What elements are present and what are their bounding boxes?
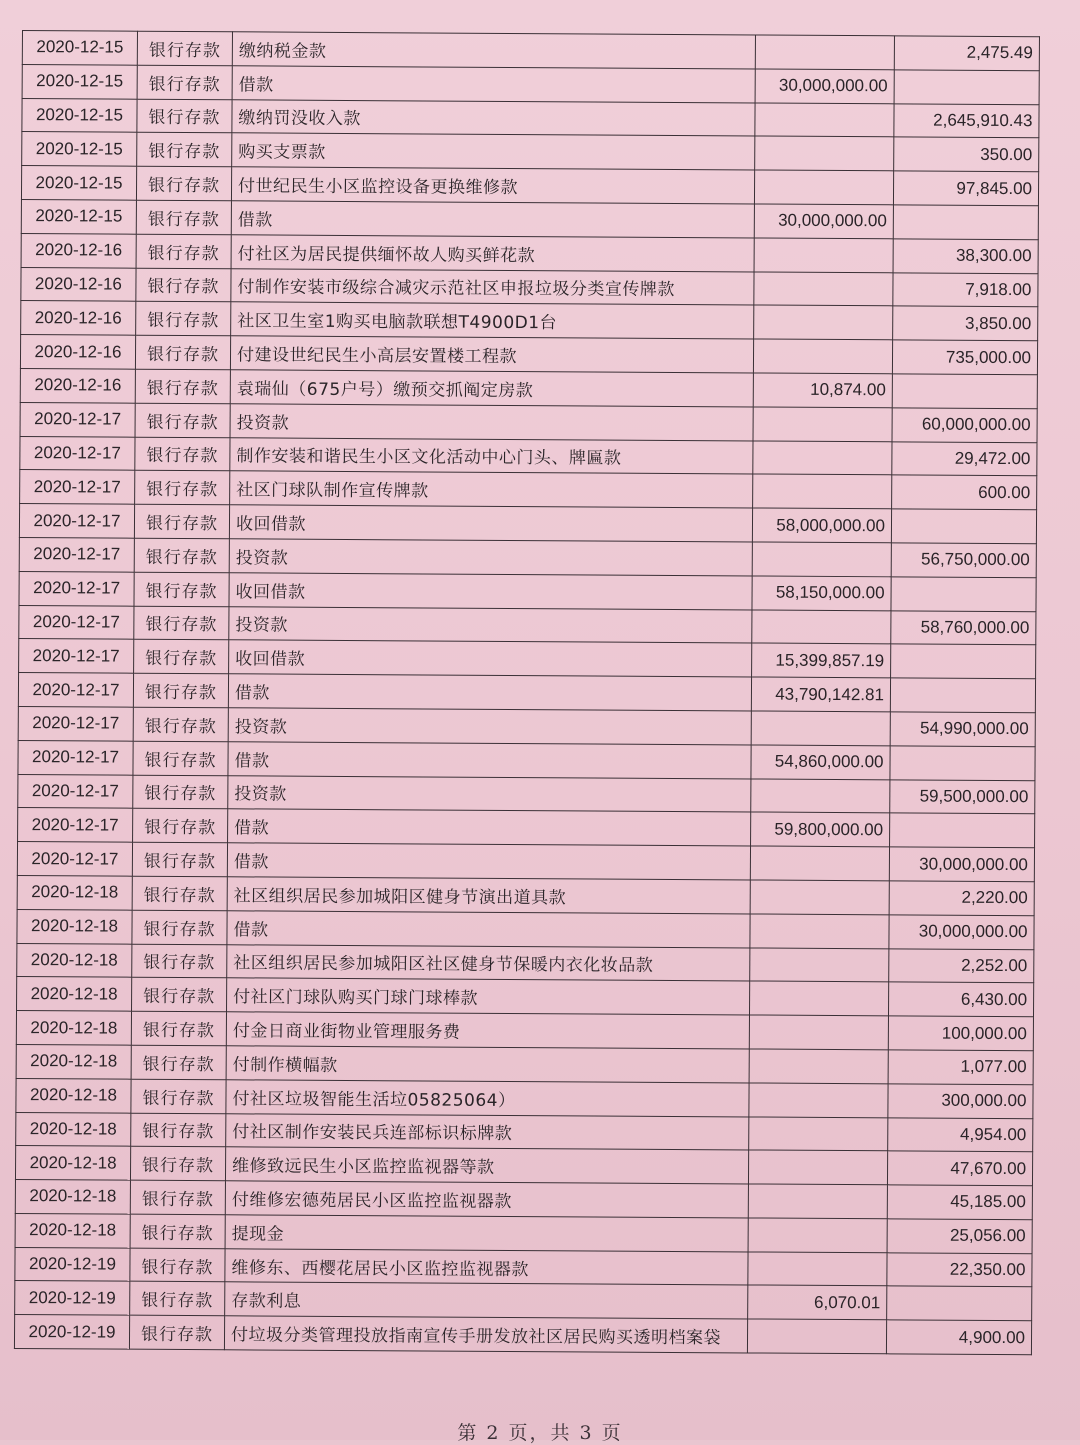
ledger-body — [14, 31, 1039, 1355]
debit-amount: 6,070.01 — [748, 1285, 887, 1320]
credit-amount: 47,670.00 — [887, 1151, 1032, 1186]
entry-description: 借款 — [228, 742, 751, 779]
entry-description: 投资款 — [228, 775, 751, 812]
account-name: 银行存款 — [131, 1045, 226, 1079]
entry-description: 借款 — [232, 66, 755, 103]
entry-date: 2020-12-19 — [15, 1281, 130, 1315]
credit-amount: 58,760,000.00 — [891, 610, 1036, 645]
account-name: 银行存款 — [132, 944, 227, 978]
credit-amount: 97,845.00 — [893, 171, 1038, 206]
entry-date: 2020-12-15 — [22, 98, 137, 132]
debit-amount — [752, 610, 891, 645]
account-name: 银行存款 — [136, 200, 231, 234]
entry-date: 2020-12-16 — [20, 335, 135, 369]
entry-description: 缴纳罚没收入款 — [232, 99, 755, 136]
account-name: 银行存款 — [132, 842, 227, 876]
entry-date: 2020-12-17 — [19, 605, 134, 639]
debit-amount: 30,000,000.00 — [754, 204, 893, 239]
account-name: 银行存款 — [135, 437, 230, 471]
credit-amount: 4,900.00 — [886, 1320, 1031, 1355]
entry-date: 2020-12-16 — [21, 301, 136, 335]
credit-amount — [890, 678, 1035, 713]
debit-amount — [750, 880, 889, 915]
debit-amount — [747, 1319, 886, 1354]
debit-amount — [749, 1049, 888, 1084]
credit-amount — [893, 205, 1038, 240]
credit-amount: 6,430.00 — [888, 982, 1033, 1017]
entry-description: 购买支票款 — [232, 133, 755, 170]
credit-amount: 30,000,000.00 — [889, 915, 1034, 950]
entry-description: 收回借款 — [229, 573, 752, 610]
credit-amount: 7,918.00 — [893, 272, 1038, 307]
entry-description: 收回借款 — [229, 505, 752, 542]
entry-description: 投资款 — [229, 539, 752, 576]
entry-description: 缴纳税金款 — [232, 32, 755, 69]
entry-date: 2020-12-15 — [22, 132, 137, 166]
credit-amount: 1,077.00 — [888, 1050, 1033, 1085]
account-name: 银行存款 — [134, 640, 229, 674]
entry-description: 投资款 — [230, 404, 753, 441]
entry-date: 2020-12-18 — [16, 1112, 131, 1146]
credit-amount: 29,472.00 — [892, 441, 1037, 476]
debit-amount — [748, 1218, 887, 1253]
entry-date: 2020-12-17 — [20, 402, 135, 436]
account-name: 银行存款 — [132, 978, 227, 1012]
debit-amount: 58,150,000.00 — [752, 576, 891, 611]
entry-date: 2020-12-16 — [21, 267, 136, 301]
table-row — [14, 1315, 1031, 1355]
account-name: 银行存款 — [136, 166, 231, 200]
credit-amount: 600.00 — [892, 475, 1037, 510]
account-name: 银行存款 — [133, 741, 228, 775]
account-name: 银行存款 — [133, 673, 228, 707]
credit-amount — [890, 746, 1035, 781]
debit-amount: 54,860,000.00 — [751, 745, 890, 780]
entry-date: 2020-12-15 — [21, 199, 136, 233]
entry-date: 2020-12-15 — [21, 166, 136, 200]
account-name: 银行存款 — [131, 1113, 226, 1147]
entry-description: 提现金 — [225, 1215, 748, 1252]
credit-amount: 60,000,000.00 — [892, 408, 1037, 443]
entry-date: 2020-12-17 — [20, 470, 135, 504]
debit-amount: 43,790,142.81 — [751, 677, 890, 712]
entry-description: 付社区门球队购买门球门球棒款 — [227, 978, 750, 1015]
entry-date: 2020-12-17 — [18, 808, 133, 842]
debit-amount: 59,800,000.00 — [751, 812, 890, 847]
credit-amount: 56,750,000.00 — [891, 543, 1036, 578]
debit-amount — [748, 1184, 887, 1219]
entry-description: 社区门球队制作宣传牌款 — [230, 471, 753, 508]
account-name: 银行存款 — [137, 65, 232, 99]
debit-amount — [751, 711, 890, 746]
debit-amount — [754, 272, 893, 307]
credit-amount: 2,645,910.43 — [894, 103, 1039, 138]
credit-amount — [892, 374, 1037, 409]
debit-amount — [750, 947, 889, 982]
debit-amount — [750, 846, 889, 881]
entry-date: 2020-12-17 — [17, 842, 132, 876]
debit-amount — [750, 914, 889, 949]
entry-description: 维修东、西樱花居民小区监控监视器款 — [225, 1248, 748, 1285]
entry-date: 2020-12-18 — [17, 909, 132, 943]
account-name: 银行存款 — [130, 1146, 225, 1180]
entry-date: 2020-12-17 — [18, 706, 133, 740]
account-name: 银行存款 — [132, 910, 227, 944]
entry-date: 2020-12-18 — [15, 1213, 130, 1247]
debit-amount — [751, 778, 890, 813]
debit-amount — [753, 441, 892, 476]
entry-date: 2020-12-19 — [14, 1315, 129, 1349]
entry-description: 借款 — [231, 201, 754, 238]
account-name: 银行存款 — [130, 1282, 225, 1316]
credit-amount: 2,475.49 — [894, 36, 1039, 71]
account-name: 银行存款 — [133, 809, 228, 843]
debit-amount: 15,399,857.19 — [752, 643, 891, 678]
account-name: 银行存款 — [135, 335, 230, 369]
entry-date: 2020-12-16 — [20, 368, 135, 402]
debit-amount — [749, 1116, 888, 1151]
entry-date: 2020-12-17 — [19, 639, 134, 673]
entry-description: 付社区制作安装民兵连部标识标牌款 — [226, 1113, 749, 1150]
entry-date: 2020-12-17 — [19, 537, 134, 571]
entry-date: 2020-12-17 — [18, 673, 133, 707]
debit-amount — [755, 103, 894, 138]
debit-amount — [755, 136, 894, 171]
credit-amount: 45,185.00 — [887, 1185, 1032, 1220]
entry-date: 2020-12-15 — [22, 64, 137, 98]
entry-description: 付维修宏德苑居民小区监控监视器款 — [225, 1181, 748, 1218]
account-name: 银行存款 — [135, 369, 230, 403]
entry-description: 借款 — [227, 910, 750, 947]
entry-description: 付金日商业街物业管理服务费 — [226, 1012, 749, 1049]
entry-date: 2020-12-18 — [15, 1146, 130, 1180]
credit-amount: 59,500,000.00 — [890, 779, 1035, 814]
credit-amount — [891, 577, 1036, 612]
entry-date: 2020-12-18 — [16, 1044, 131, 1078]
account-name: 银行存款 — [132, 876, 227, 910]
credit-amount: 30,000,000.00 — [889, 847, 1034, 882]
entry-date: 2020-12-17 — [19, 571, 134, 605]
account-name: 银行存款 — [134, 572, 229, 606]
debit-amount — [749, 981, 888, 1016]
debit-amount — [749, 1083, 888, 1118]
account-name: 银行存款 — [130, 1248, 225, 1282]
account-name: 银行存款 — [137, 31, 232, 65]
debit-amount — [753, 339, 892, 374]
entry-description: 借款 — [228, 809, 751, 846]
entry-description: 付建设世纪民生小高层安置楼工程款 — [230, 336, 753, 373]
entry-description: 收回借款 — [229, 640, 752, 677]
debit-amount — [748, 1252, 887, 1287]
entry-date: 2020-12-18 — [17, 943, 132, 977]
entry-description: 社区卫生室1购买电脑款联想T4900D1台 — [231, 302, 754, 339]
entry-description: 付制作安装市级综合减灾示范社区申报垃圾分类宣传牌款 — [231, 268, 754, 305]
entry-description: 付世纪民生小区监控设备更换维修款 — [231, 167, 754, 204]
entry-date: 2020-12-18 — [17, 977, 132, 1011]
credit-amount: 3,850.00 — [893, 306, 1038, 341]
account-name: 银行存款 — [136, 234, 231, 268]
entry-description: 借款 — [227, 843, 750, 880]
entry-description: 付社区为居民提供缅怀故人购买鲜花款 — [231, 235, 754, 272]
account-name: 银行存款 — [134, 606, 229, 640]
credit-amount: 735,000.00 — [892, 340, 1037, 375]
credit-amount — [887, 1286, 1032, 1321]
entry-description: 借款 — [228, 674, 751, 711]
debit-amount — [748, 1150, 887, 1185]
account-name: 银行存款 — [130, 1180, 225, 1214]
debit-amount — [754, 170, 893, 205]
entry-date: 2020-12-18 — [16, 1078, 131, 1112]
page-number-footer: 第 2 页，共 3 页 — [457, 1422, 623, 1444]
credit-amount — [891, 644, 1036, 679]
entry-description: 维修致远民生小区监控监视器等款 — [225, 1147, 748, 1184]
credit-amount: 300,000.00 — [888, 1084, 1033, 1119]
debit-amount — [754, 305, 893, 340]
account-name: 银行存款 — [135, 403, 230, 437]
entry-description: 付社区垃圾智能生活垃05825064） — [226, 1079, 749, 1116]
credit-amount: 100,000.00 — [888, 1016, 1033, 1051]
entry-date: 2020-12-18 — [15, 1180, 130, 1214]
account-name: 银行存款 — [137, 99, 232, 133]
entry-description: 投资款 — [228, 708, 751, 745]
credit-amount: 22,350.00 — [887, 1252, 1032, 1287]
credit-amount: 2,220.00 — [889, 881, 1034, 916]
ledger-table — [14, 30, 1040, 1355]
debit-amount — [753, 474, 892, 509]
entry-date: 2020-12-17 — [20, 436, 135, 470]
debit-amount — [752, 542, 891, 577]
credit-amount: 38,300.00 — [893, 239, 1038, 274]
entry-description: 社区组织居民参加城阳区社区健身节保暖内衣化妆品款 — [227, 944, 750, 981]
debit-amount — [749, 1015, 888, 1050]
entry-date: 2020-12-17 — [18, 740, 133, 774]
credit-amount — [891, 509, 1036, 544]
debit-amount: 58,000,000.00 — [752, 508, 891, 543]
entry-date: 2020-12-15 — [22, 31, 137, 65]
credit-amount: 2,252.00 — [889, 948, 1034, 983]
entry-date: 2020-12-17 — [18, 774, 133, 808]
entry-date: 2020-12-17 — [19, 504, 134, 538]
account-name: 银行存款 — [131, 1079, 226, 1113]
entry-description: 投资款 — [229, 606, 752, 643]
entry-description: 社区组织居民参加城阳区健身节演出道具款 — [227, 877, 750, 914]
account-name: 银行存款 — [133, 707, 228, 741]
entry-description: 制作安装和谐民生小区文化活动中心门头、牌匾款 — [230, 437, 753, 474]
entry-description: 付垃圾分类管理投放指南宣传手册发放社区居民购买透明档案袋 — [224, 1316, 747, 1353]
entry-description: 存款利息 — [225, 1282, 748, 1319]
credit-amount: 25,056.00 — [887, 1219, 1032, 1254]
credit-amount: 54,990,000.00 — [890, 712, 1035, 747]
entry-date: 2020-12-18 — [17, 875, 132, 909]
debit-amount — [753, 407, 892, 442]
account-name: 银行存款 — [129, 1315, 224, 1349]
credit-amount — [890, 813, 1035, 848]
credit-amount: 4,954.00 — [888, 1117, 1033, 1152]
debit-amount: 30,000,000.00 — [755, 69, 894, 104]
debit-amount: 10,874.00 — [753, 373, 892, 408]
account-name: 银行存款 — [136, 268, 231, 302]
debit-amount — [755, 35, 894, 70]
account-name: 银行存款 — [130, 1214, 225, 1248]
entry-description: 付制作横幅款 — [226, 1046, 749, 1083]
account-name: 银行存款 — [134, 504, 229, 538]
credit-amount — [894, 70, 1039, 105]
entry-date: 2020-12-18 — [16, 1011, 131, 1045]
account-name: 银行存款 — [135, 471, 230, 505]
entry-date: 2020-12-16 — [21, 233, 136, 267]
account-name: 银行存款 — [133, 775, 228, 809]
account-name: 银行存款 — [137, 133, 232, 167]
account-name: 银行存款 — [131, 1011, 226, 1045]
account-name: 银行存款 — [136, 302, 231, 336]
entry-description: 袁瑞仙（675户号）缴预交抓阄定房款 — [230, 370, 753, 407]
debit-amount — [754, 238, 893, 273]
entry-date: 2020-12-19 — [15, 1247, 130, 1281]
account-name: 银行存款 — [134, 538, 229, 572]
credit-amount: 350.00 — [894, 137, 1039, 172]
